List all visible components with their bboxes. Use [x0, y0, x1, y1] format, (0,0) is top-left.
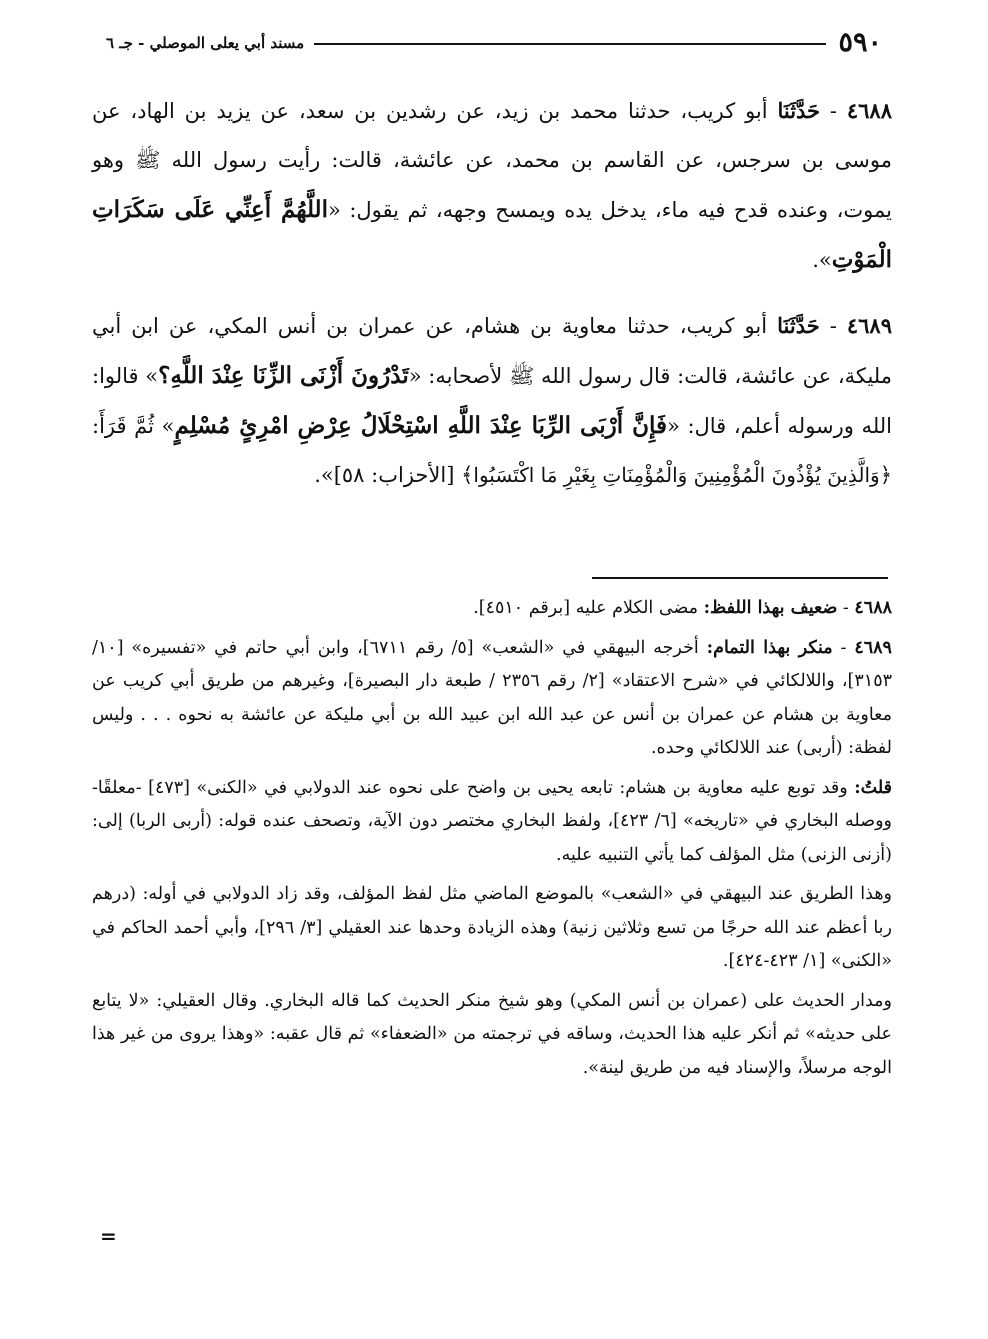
footnote-text: وقد توبع عليه معاوية بن هشام: تابعه يحيى بن واضح على نحوه عند الدولابي في «الكنى» [٤٧٣] -معلقًا- ووصله البخاري في «تاريخه» [٦/ ٤٢٣]، ولفظ البخاري مختصر دون الآية، وتصحف عنده قوله: (أربى الربا) إلى: (أزنى الزنى) مثل المؤلف كما يأتي التنبيه عليه. — [92, 777, 892, 865]
hadith-number: ٤٦٨٨ — [846, 98, 892, 123]
footnote-dash: - — [837, 598, 855, 618]
page-header — [92, 28, 892, 60]
hadith-end: ». — [812, 248, 832, 272]
running-title: مسند أبي يعلى الموصلي - جـ ٦ — [92, 28, 314, 58]
qult-label: قلتُ: — [854, 777, 892, 798]
footnote-4689 — [92, 632, 892, 766]
hadith-text: أبو كريب، حدثنا معاوية بن هشام، عن عمران بن أنس المكي، عن ابن أبي مليكة، عن عائشة، قالت: قال رسول الله ﷺ لأصحابه: « — [92, 314, 893, 388]
page-number: ٥٩٠ — [826, 26, 892, 60]
main-text — [92, 86, 892, 500]
hadith-text-4: ﴾ [الأحزاب: ٥٨]». — [314, 463, 474, 487]
continuation-mark: = — [100, 1224, 117, 1248]
hadith-text: أبو كريب، حدثنا محمد بن زيد، عن رشدين بن سعد، عن يزيد بن الهاد، عن موسى بن سرجس، عن القاسم بن محمد، عن عائشة، قالت: رأيت رسول الله ﷺ وهو يموت، وعنده قدح فيه ماء، يدخل يده ويمسح وجهه، ثم يقول: « — [92, 99, 892, 222]
footnote-paragraph-3: وهذا الطريق عند البيهقي في «الشعب» بالموضع الماضي مثل لفظ المؤلف، وقد زاد الدولابي في أوله: (درهم ربا أعظم عند الله حرجًا من تسع وثلاثين زنية) وهذه الزيادة وحدها عند العقيلي [٣/ ٢٩٦]، وأبي أحمد الحاكم في «الكنى» [١/ ٤٢٣-٤٢٤]. — [92, 884, 892, 971]
footnote-text: مضى الكلام عليه [برقم ٤٥١٠]. — [473, 598, 704, 618]
hadith-dash: - — [820, 99, 847, 123]
footnote-number: ٤٦٨٩ — [854, 637, 892, 658]
hadith-grade: ضعيف بهذا اللفظ: — [703, 598, 838, 618]
prophetic-quote-2: فَإِنَّ أَرْبَى الرِّبَا عِنْدَ اللَّهِ اسْتِحْلَالُ عِرْضِ امْرِئٍ مُسْلِمٍ — [174, 412, 667, 439]
footnote-divider — [592, 577, 888, 579]
footnote-number: ٤٦٨٨ — [854, 598, 892, 618]
hadith-text-2: » قالوا: الله ورسوله أعلم، قال: « — [92, 364, 892, 438]
footnote-text: أخرجه البيهقي في «الشعب» [٥/ رقم ٦٧١١]، وابن أبي حاتم في «تفسيره» [١٠/ ٣١٥٣]، واللالكائي في «شرح الاعتقاد» [٢/ رقم ٢٣٥٦ / طبعة دار البصيرة]، وغيرهم من طريق أبي كريب عن معاوية بن هشام عن عمران بن أنس عن عبد الله ابن عبيد الله بن أبي مليكة عن عائشة به نحوه . . . وليس لفظة: (أربى) عند اللالكائي وحده. — [92, 637, 892, 758]
footnote-dash: - — [832, 637, 855, 658]
prophetic-quote-1: تَدْرُونَ أَزْنَى الزِّنَا عِنْدَ اللَّهِ؟ — [158, 362, 409, 389]
hadith-text-3: » ثُمَّ قَرَأَ: ﴿ — [92, 414, 892, 487]
prophetic-quote: اللَّهُمَّ أَعِنِّي عَلَى سَكَرَاتِ الْمَوْتِ — [92, 196, 892, 273]
hadith-4689 — [92, 301, 892, 500]
sanad-word: حَدَّثَنَا — [777, 313, 820, 338]
hadith-dash: - — [819, 314, 847, 338]
footnote-4688 — [92, 592, 892, 626]
footnotes — [92, 592, 892, 1085]
hadith-number: ٤٦٨٩ — [846, 313, 892, 338]
hadith-grade: منكر بهذا التمام: — [706, 637, 833, 658]
quran-ayah: وَالَّذِينَ يُؤْذُونَ الْمُؤْمِنِينَ وَالْمُؤْمِنَاتِ بِغَيْرِ مَا اكْتَسَبُوا — [473, 463, 880, 487]
footnote-qult — [92, 772, 892, 873]
footnote-paragraph-4: ومدار الحديث على (عمران بن أنس المكي) وهو شيخ منكر الحديث كما قاله البخاري. وقال العقيلي: «لا يتابع على حديثه» ثم أنكر عليه هذا الحديث، وساقه في ترجمته من «الضعفاء» ثم قال عقبه: «وهذا يروى من غير هذا الوجه مرسلاً، والإسناد فيه من طريق لينة». — [92, 990, 892, 1078]
sanad-word: حَدَّثَنَا — [777, 98, 821, 123]
hadith-4688 — [92, 86, 892, 285]
